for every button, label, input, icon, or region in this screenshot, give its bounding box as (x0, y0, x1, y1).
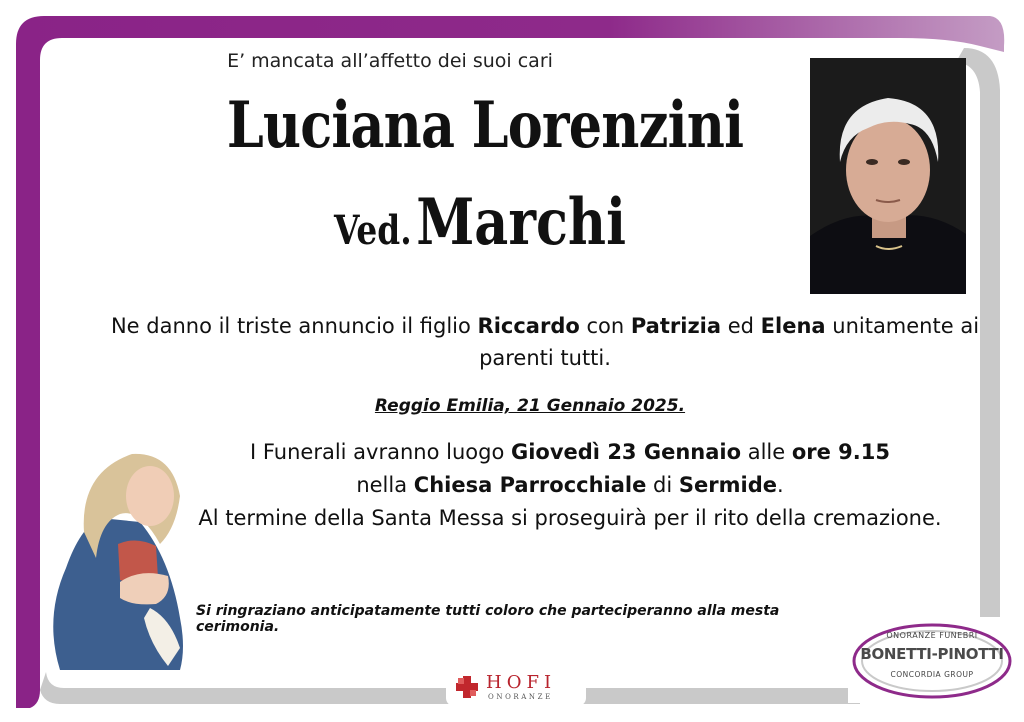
funeral-text: I Funerali avranno luogo (250, 440, 511, 464)
portrait-photo (810, 58, 966, 294)
funeral-info (170, 436, 970, 535)
deceased-name: Luciana Lorenzini (226, 88, 744, 163)
announcement-text: ed (721, 314, 761, 338)
son-name: Riccardo (477, 314, 580, 338)
funeral-line-1 (170, 436, 970, 469)
funeral-day: Giovedì 23 Gennaio (510, 440, 742, 464)
bonetti-subtitle: CONCORDIA GROUP (890, 670, 974, 679)
funeral-text: . (776, 473, 784, 497)
relative-name: Elena (760, 314, 826, 338)
place-date: Reggio Emilia, 21 Gennaio 2025. (374, 396, 686, 416)
funeral-text: alle (741, 440, 792, 464)
funeral-time: ore 9.15 (791, 440, 890, 464)
announcement (110, 310, 980, 374)
bonetti-logo (848, 617, 1016, 703)
hofi-logo (446, 666, 586, 706)
funeral-line-3: Al termine della Santa Messa si proseguirà per il rito della cremazione. (198, 506, 942, 530)
hofi-subtitle: ONORANZE (488, 693, 553, 701)
widow-prefix: Ved. (333, 207, 412, 254)
church-name: Chiesa Parrocchiale (413, 473, 647, 497)
relative-name: Patrizia (630, 314, 722, 338)
funeral-text: di (646, 473, 679, 497)
funeral-line-2 (170, 469, 970, 502)
bonetti-name: BONETTI-PINOTTI (860, 645, 1004, 663)
married-name-line (209, 185, 750, 260)
hofi-logo-icon (454, 674, 480, 700)
hofi-name: HOFI (486, 672, 557, 693)
married-name: Marchi (416, 185, 627, 260)
town-name: Sermide (678, 473, 777, 497)
thanks-text: Si ringraziano anticipatamente tutti coloro che parteciperanno alla mesta cerimonia. (196, 603, 780, 635)
announcement-text: unitamente ai parenti tutti. (479, 314, 980, 370)
intro-text: E’ mancata all’affetto dei suoi cari (227, 50, 553, 72)
announcement-text: con (579, 314, 631, 338)
funeral-text: nella (356, 473, 414, 497)
madonna-image (40, 448, 190, 670)
bonetti-top-text: ONORANZE FUNEBRI (886, 631, 978, 640)
announcement-text: Ne danno il triste annuncio il figlio (110, 314, 478, 338)
